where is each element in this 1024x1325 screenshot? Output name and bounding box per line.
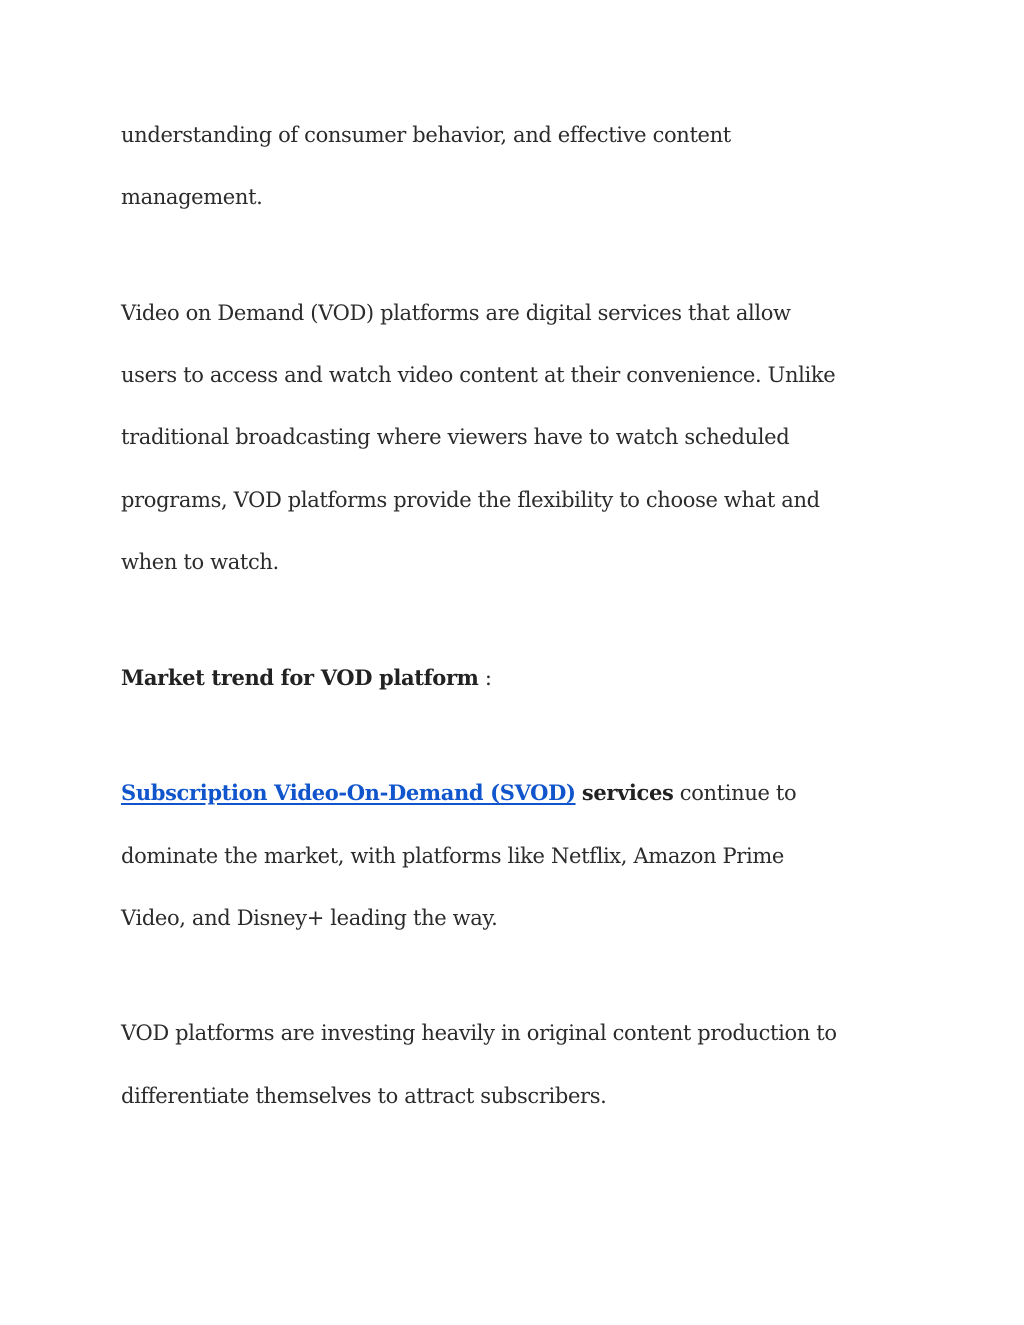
paragraph-svod-line-rest: continue to <box>673 781 797 805</box>
section-heading-colon: : <box>478 666 492 690</box>
section-heading <box>121 663 911 693</box>
paragraph-intro-line: management. <box>121 185 263 209</box>
paragraph-svod-line: Video, and Disney+ leading the way. <box>121 906 498 930</box>
paragraph-svod-line <box>121 778 911 808</box>
paragraph-original-content-line: differentiate themselves to attract subscribers. <box>121 1084 607 1108</box>
paragraph-vod-definition-line: traditional broadcasting where viewers have to watch scheduled <box>121 425 790 449</box>
paragraph-vod-definition-line: Video on Demand (VOD) platforms are digital services that allow <box>121 301 791 325</box>
paragraph-svod-line: dominate the market, with platforms like Netflix, Amazon Prime <box>121 844 784 868</box>
services-bold-text: services <box>581 780 674 805</box>
paragraph-intro-line: understanding of consumer behavior, and effective content <box>121 123 731 147</box>
svod-link[interactable]: Subscription Video-On-Demand (SVOD) <box>121 780 576 805</box>
paragraph-vod-definition-line: users to access and watch video content at their convenience. Unlike <box>121 363 836 387</box>
paragraph-original-content-line: VOD platforms are investing heavily in original content production to <box>121 1021 837 1045</box>
paragraph-vod-definition-line: programs, VOD platforms provide the flexibility to choose what and <box>121 488 820 512</box>
section-heading-text: Market trend for VOD platform <box>121 665 479 690</box>
paragraph-vod-definition-line: when to watch. <box>121 550 279 574</box>
